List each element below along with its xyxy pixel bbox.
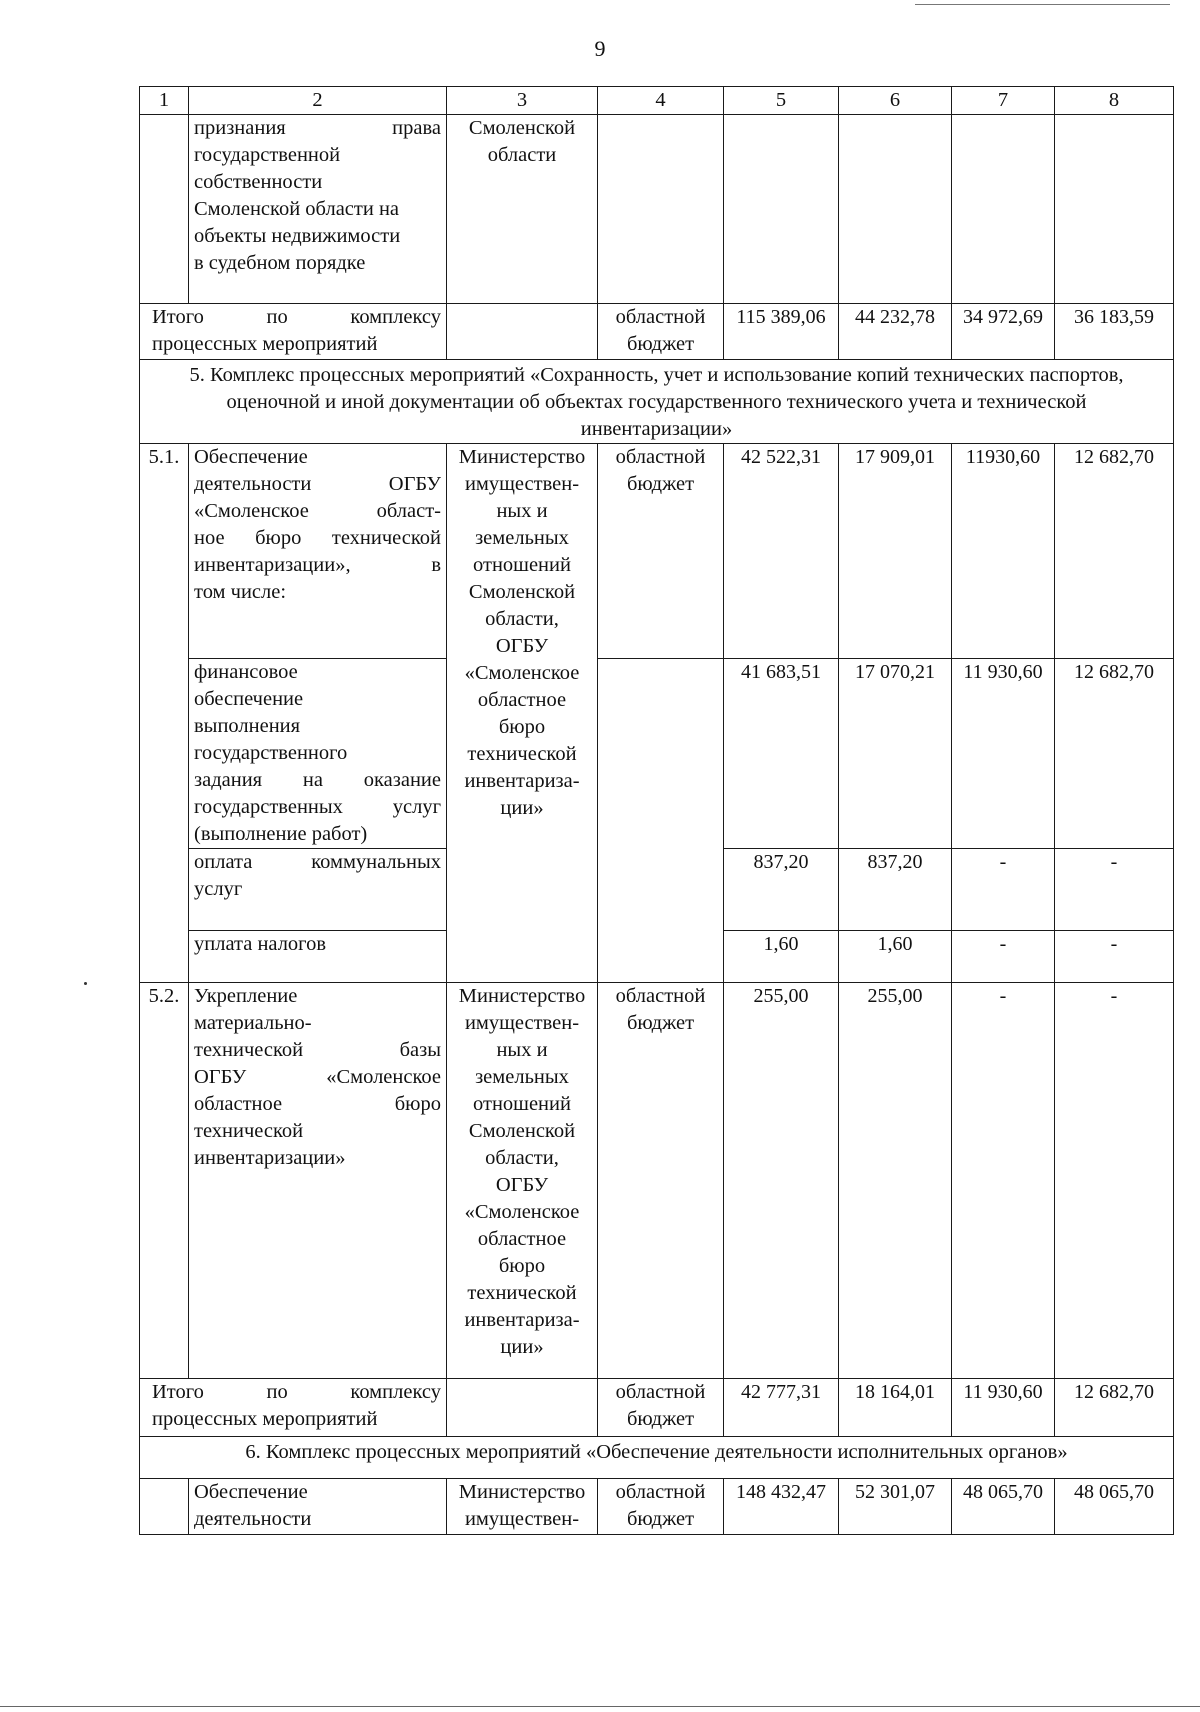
value-col5: 115 389,06	[724, 304, 839, 360]
activity-name: признания права государственной собственности Смоленской области на объекты недвижимости в судебном порядке	[189, 115, 447, 304]
value-col7: 11 930,60	[952, 659, 1055, 849]
total-label: Итого по комплексу процессных мероприятий	[140, 304, 447, 360]
col-number: 6	[839, 87, 952, 115]
col-number: 2	[189, 87, 447, 115]
activity-name: оплата коммунальных услуг	[189, 849, 447, 931]
col-number: 1	[140, 87, 189, 115]
activity-name: Обеспечение деятельности	[189, 1479, 447, 1535]
budget-table	[139, 86, 1174, 1535]
col-number: 4	[598, 87, 724, 115]
executor: Министерство имуществен- ных и земельных отношений Смоленской области, ОГБУ «Смоленское областное бюро технической инвентариза- ции»	[447, 983, 598, 1379]
value-col5: 837,20	[724, 849, 839, 931]
value-col7: 11930,60	[952, 444, 1055, 659]
value-col8: 48 065,70	[1055, 1479, 1174, 1535]
value-col7: 48 065,70	[952, 1479, 1055, 1535]
executor: Министерство имуществен- ных и земельных отношений Смоленской области, ОГБУ «Смоленское областное бюро технической инвентариза- ции»	[447, 444, 598, 983]
value-col8: 12 682,70	[1055, 1379, 1174, 1437]
activity-name: Укрепление материально- технической базы ОГБУ «Смоленское областное бюро технической инвентаризации»	[189, 983, 447, 1379]
total-label: Итого по комплексу процессных мероприятий	[140, 1379, 447, 1437]
col-number: 5	[724, 87, 839, 115]
value-col6: 837,20	[839, 849, 952, 931]
value-col6: 18 164,01	[839, 1379, 952, 1437]
value-col5: 42 522,31	[724, 444, 839, 659]
value-col6: 17 070,21	[839, 659, 952, 849]
value-col7: -	[952, 931, 1055, 983]
activity-name: уплата налогов	[189, 931, 447, 983]
value-col6: 1,60	[839, 931, 952, 983]
table-row-total	[140, 304, 1174, 360]
value-col8: 12 682,70	[1055, 444, 1174, 659]
page-number: 9	[594, 36, 606, 61]
row-number: 5.1.	[140, 444, 189, 983]
value-col6: 44 232,78	[839, 304, 952, 360]
executor: Министерство имуществен-	[447, 1479, 598, 1535]
table-row	[140, 444, 1174, 659]
table-row-continuation	[140, 115, 1174, 304]
column-number-row	[140, 87, 1174, 115]
section-title: 6. Комплекс процессных мероприятий «Обеспечение деятельности исполнительных органов»	[140, 1437, 1174, 1479]
table-row	[140, 1479, 1174, 1535]
table-row-total	[140, 1379, 1174, 1437]
value-col8: 36 183,59	[1055, 304, 1174, 360]
funding-source: областной бюджет	[598, 444, 724, 659]
value-col6: 255,00	[839, 983, 952, 1379]
col-number: 7	[952, 87, 1055, 115]
value-col7: 34 972,69	[952, 304, 1055, 360]
value-col6: 52 301,07	[839, 1479, 952, 1535]
row-number: 5.2.	[140, 983, 189, 1379]
funding-source: областной бюджет	[598, 983, 724, 1379]
top-rule	[915, 4, 1170, 5]
section-heading-row	[140, 360, 1174, 444]
value-col5: 148 432,47	[724, 1479, 839, 1535]
scan-speck	[84, 982, 87, 985]
value-col5: 41 683,51	[724, 659, 839, 849]
value-col5: 255,00	[724, 983, 839, 1379]
value-col5: 1,60	[724, 931, 839, 983]
funding-source: областной бюджет	[598, 304, 724, 360]
value-col8: -	[1055, 983, 1174, 1379]
value-col7: -	[952, 849, 1055, 931]
value-col8: -	[1055, 849, 1174, 931]
bottom-rule	[0, 1706, 1200, 1707]
value-col5: 42 777,31	[724, 1379, 839, 1437]
value-col7: 11 930,60	[952, 1379, 1055, 1437]
section-title: 5. Комплекс процессных мероприятий «Сохранность, учет и использование копий технических паспортов, оценочной и иной документации об объектах государственного технического учета и технической инвентаризации»	[140, 360, 1174, 444]
funding-source: областной бюджет	[598, 1479, 724, 1535]
col-number: 3	[447, 87, 598, 115]
executor: Смоленской области	[447, 115, 598, 304]
col-number: 8	[1055, 87, 1174, 115]
funding-source: областной бюджет	[598, 1379, 724, 1437]
value-col7: -	[952, 983, 1055, 1379]
value-col8: -	[1055, 931, 1174, 983]
activity-name: Обеспечение деятельности ОГБУ «Смоленское област- ное бюро технической инвентаризации», в том числе:	[189, 444, 447, 659]
table-row	[140, 983, 1174, 1379]
value-col6: 17 909,01	[839, 444, 952, 659]
section-heading-row	[140, 1437, 1174, 1479]
table-row-sub	[140, 659, 1174, 849]
value-col8: 12 682,70	[1055, 659, 1174, 849]
activity-name: финансовое обеспечение выполнения государственного задания на оказание государственных услуг (выполнение работ)	[189, 659, 447, 849]
